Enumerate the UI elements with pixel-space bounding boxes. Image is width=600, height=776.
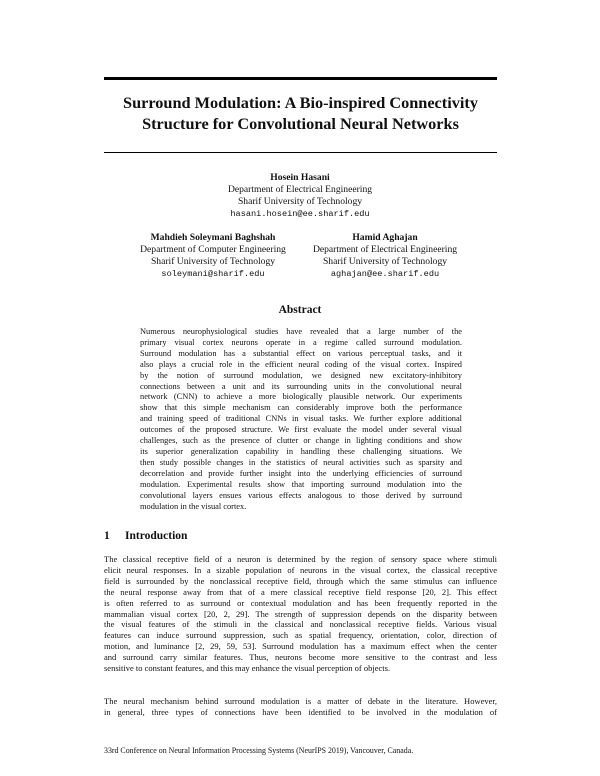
text-line: the neural response away from that of a mere classical receptive field response [20, 2]. This effect xyxy=(104,586,497,597)
text-line: primary visual cortex neurons operate in a regime called surround modulation. xyxy=(140,337,462,347)
title-top-rule xyxy=(104,77,497,80)
text-line: and surround carry similar features. Thus, neurons become more sensitive to the contrast and less xyxy=(104,652,497,663)
author-institution: Sharif University of Technology xyxy=(150,256,276,267)
title-bottom-rule xyxy=(104,152,497,153)
text-line: also plays a crucial role in the efficient neural coding of the visual cortex. Inspired xyxy=(140,359,462,369)
text-line: outcomes of the proposed structure. We first evaluate the model under several visual xyxy=(140,425,462,435)
author-institution: Sharif University of Technology xyxy=(322,256,448,267)
title-line: Structure for Convolutional Neural Networks xyxy=(142,114,459,133)
author-email: aghajan@ee.sharif.edu xyxy=(330,269,440,279)
text-line: in general, three types of connections have been identified to be involved in the modulation of xyxy=(104,706,497,717)
paper-title xyxy=(104,92,497,134)
text-line: decorrelation and provide further insight into the underlying efficiencies of surround xyxy=(140,468,462,478)
author-name: Hamid Aghajan xyxy=(352,232,418,243)
author-block xyxy=(300,232,470,280)
author-department: Department of Computer Engineering xyxy=(140,244,286,255)
text-line: by the notion of surround modulation, we designed new excitatory-inhibitory xyxy=(140,370,462,380)
author-email: hasani.hosein@ee.sharif.edu xyxy=(230,209,370,219)
intro-paragraph xyxy=(104,554,497,674)
text-line: Surround modulation has a substantial effect on various perceptual tasks, and it xyxy=(140,348,462,358)
text-line: mammalian visual cortex [20, 2, 29]. The strength of suppression depends on the disparity between xyxy=(104,608,497,619)
author-department: Department of Electrical Engineering xyxy=(312,244,458,255)
text-line: features can induce surround suppression, such as spatial frequency, orientation, color, direction of xyxy=(104,630,497,641)
text-line: field is surrounded by the nonclassical receptive field, through which the same stimulus can influence xyxy=(104,575,497,586)
text-line: elicit neural responses. In a sizable population of neurons in the visual cortex, the classical receptive xyxy=(104,564,497,575)
text-line: its superior generalization capability in handling these challenging situations. We xyxy=(140,446,462,456)
intro-paragraph xyxy=(104,696,497,718)
text-line: modulation. Experimental results show that importing surround modulation into the xyxy=(140,479,462,489)
text-line: Numerous neurophysiological studies have revealed that a large number of the xyxy=(140,327,462,336)
section-title: Introduction xyxy=(125,530,188,542)
text-line: motion, and luminance [2, 29, 59, 53]. Surround modulation has a maximum effect when the center xyxy=(104,641,497,652)
author-name: Mahdieh Soleymani Baghshah xyxy=(150,232,276,243)
text-line: modulation in the visual cortex. xyxy=(140,501,247,511)
section-heading xyxy=(104,530,187,542)
author-department: Department of Electrical Engineering xyxy=(227,184,373,195)
abstract-body xyxy=(140,327,462,512)
text-line: then study possible changes in the statistics of neural activities such as sparsity and xyxy=(140,457,462,467)
title-line: Surround Modulation: A Bio-inspired Connectivity xyxy=(123,93,478,112)
text-line: is often referred to as surround or contextual modulation and has been frequently reported in the xyxy=(104,597,497,608)
text-line: connections between a unit and its surrounding units in the convolutional neural xyxy=(140,381,462,391)
author-name: Hosein Hasani xyxy=(270,172,330,183)
text-line: sensitive to constant features, and this may enhance the visual perception of objects. xyxy=(104,663,391,674)
text-line: convolutional layers ensues various effects analogous to those derived by surround xyxy=(140,490,462,500)
text-line: The neural mechanism behind surround modulation is a matter of debate in the literature. However, xyxy=(104,696,497,706)
author-email: soleymani@sharif.edu xyxy=(161,269,265,279)
section-number: 1 xyxy=(104,530,110,542)
author-institution: Sharif University of Technology xyxy=(237,196,363,207)
text-line: challenges, such as the presence of clutter or change in lighting conditions and show xyxy=(140,436,462,446)
text-line: show that this simple mechanism can considerably improve both the performance xyxy=(140,403,462,413)
text-line: network (CNN) to achieve a more biologically plausible network. Our experiments xyxy=(140,392,462,402)
conference-footnote: 33rd Conference on Neural Information Processing Systems (NeurIPS 2019), Vancouver, Canada. xyxy=(104,746,414,755)
abstract-heading: Abstract xyxy=(278,304,322,316)
author-block xyxy=(128,232,298,280)
author-block xyxy=(200,172,400,220)
text-line: and training speed of traditional CNNs in visual tasks. We further explore additional xyxy=(140,414,462,424)
text-line: The classical receptive field of a neuron is determined by the region of sensory space where stimuli xyxy=(104,554,497,564)
text-line: the visual features of the stimuli in the classical and nonclassical receptive fields. Various visual xyxy=(104,619,497,630)
